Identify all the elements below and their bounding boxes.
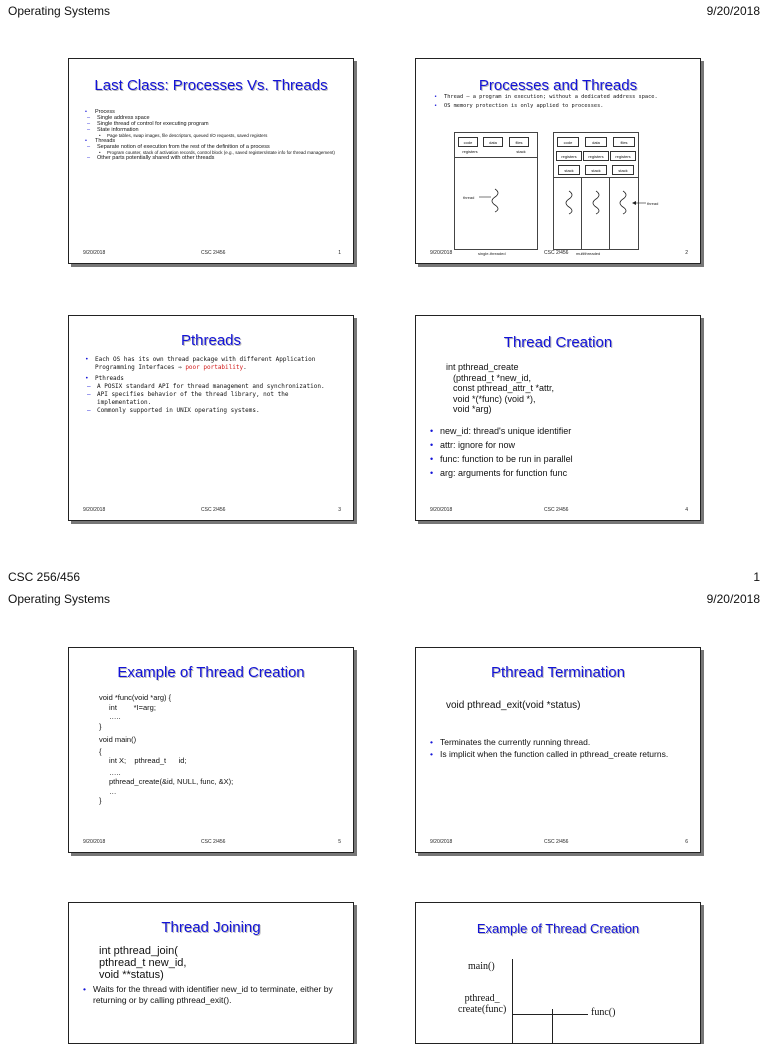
multithreaded-diagram — [553, 132, 639, 250]
code-line: void pthread_exit(void *status) — [446, 700, 581, 711]
bullet-text: Each OS has its own thread package with different Application Programming Interfaces ⇒ — [95, 356, 316, 371]
stack-box: stack — [612, 165, 634, 175]
code-line: pthread_create(&id, NULL, func, &X); — [109, 777, 234, 786]
bullet: • Waits for the thread with identifier new_id to terminate, either by returning or by calling pthread_exit(). — [83, 984, 343, 1005]
slide-number: 2 — [685, 250, 688, 256]
slide-number: 3 — [338, 507, 341, 513]
slide-title: Thread Joining — [161, 919, 261, 936]
registers-label: registers — [458, 147, 482, 155]
data-box: data — [483, 137, 503, 147]
sub-bullet: – Other parts potentially shared with other threads — [85, 155, 345, 161]
stack-label: stack — [511, 147, 531, 155]
bullet-text: . — [243, 364, 247, 371]
slide-footer-course: CSC 2/456 — [544, 507, 569, 513]
slide-footer-course: CSC 2/456 — [201, 839, 226, 845]
page-header-left: Operating Systems — [8, 4, 111, 18]
func-connector — [552, 1014, 588, 1015]
code-line: int X; pthread_t id; — [109, 756, 187, 765]
slide-5 — [68, 647, 354, 853]
slide-number: 6 — [685, 839, 688, 845]
slide-title: Example of Thread Creation — [476, 921, 640, 936]
code-block — [99, 945, 186, 981]
slide-footer-date: 9/20/2018 — [83, 839, 106, 845]
create-label-line: create(func) — [458, 1004, 507, 1015]
code-line: void main() — [99, 735, 137, 744]
page-footer-left: CSC 256/456 — [8, 570, 81, 584]
sub-sub-bullet: • Program counter, stack of activation records, control block (e.g., saved registers/state info for thread management) — [85, 150, 345, 155]
slide-footer-date: 9/20/2018 — [430, 507, 453, 513]
sub-bullet: – State information — [85, 127, 345, 133]
code-line: } — [99, 796, 102, 805]
page-header-right: 9/20/2018 — [706, 4, 760, 18]
registers-box: registers — [583, 151, 609, 161]
slide-6 — [415, 647, 701, 853]
code-line: pthread_t new_id, — [99, 957, 187, 969]
slide-footer-course: CSC 2/456 — [201, 250, 226, 256]
code-line: void *func(void *arg) { — [99, 693, 172, 702]
main-label: main() — [468, 961, 495, 972]
slide-title: Pthread Termination — [491, 664, 625, 681]
code-line: (pthread_t *new_id, — [453, 372, 532, 383]
highlight-text: poor portability — [185, 364, 244, 371]
slide-footer-course: CSC 2/456 — [544, 250, 569, 256]
code-block — [446, 362, 554, 415]
slide-title: Processes and Threads — [478, 77, 638, 94]
code-line: int pthread_join( — [99, 945, 178, 957]
multithreaded-label: multithreaded — [576, 251, 601, 256]
code-line: void **status) — [99, 969, 164, 981]
page-header-left: Operating Systems — [8, 592, 111, 606]
thread-squiggle-icon — [479, 187, 509, 213]
code-block — [99, 693, 233, 806]
slide-footer-date: 9/20/2018 — [83, 250, 106, 256]
slide-2 — [415, 58, 701, 264]
code-box: code — [557, 137, 579, 147]
page-footer-right: 1 — [753, 570, 760, 584]
bullet: • Is implicit when the function called in pthread_create returns. — [430, 748, 680, 760]
bullet: • Terminates the currently running thread. — [430, 736, 680, 748]
files-box: files — [613, 137, 635, 147]
single-threaded-diagram — [454, 132, 538, 250]
bullet — [85, 356, 343, 372]
code-line: void *arg) — [453, 404, 492, 414]
code-box: code — [458, 137, 478, 147]
bullet: • attr: ignore for now — [430, 438, 692, 452]
func-label: func() — [591, 1007, 616, 1018]
code-line: int pthread_create — [446, 362, 519, 372]
slide-7 — [68, 902, 354, 1044]
thread-label: thread — [463, 195, 475, 200]
slide-1 — [68, 58, 354, 264]
registers-box: registers — [610, 151, 636, 161]
bullet-threads: • Threads — [85, 138, 345, 144]
sub-bullet: – A POSIX standard API for thread management and synchronization. — [85, 383, 343, 391]
slide-title: Pthreads — [180, 332, 242, 349]
thread-label: thread — [647, 201, 659, 206]
sub-bullet: – API specifies behavior of the thread library, not the implementation. — [85, 391, 343, 407]
sub-sub-bullet: • Page tables, swap images, file descriptors, queued I/O requests, saved registers — [85, 133, 345, 138]
stack-box: stack — [585, 165, 607, 175]
files-box: files — [509, 137, 529, 147]
bullet: • new_id: thread's unique identifier — [430, 424, 692, 438]
bullet: • Thread – a program in execution; without a dedicated address space. — [434, 94, 674, 101]
slide-title: Example of Thread Creation — [117, 664, 305, 681]
slide-number: 5 — [338, 839, 341, 845]
bullet: • arg: arguments for function func — [430, 466, 692, 480]
slide-title: Last Class: Processes Vs. Threads — [94, 77, 328, 94]
sub-bullet: – Single thread of control for executing program — [85, 121, 345, 127]
code-line: void *(*func) (void *), — [453, 393, 536, 404]
slide-4 — [415, 315, 701, 521]
slide-footer-date: 9/20/2018 — [430, 250, 453, 256]
bullet-process: • Process — [85, 109, 345, 115]
sub-bullet: – Separate notion of execution from the rest of the definition of a process — [85, 144, 345, 150]
bullet: • OS memory protection is only applied to processes. — [434, 103, 674, 110]
slide-footer-date: 9/20/2018 — [83, 507, 106, 513]
slide-number: 4 — [685, 507, 688, 513]
code-line: { — [99, 746, 102, 756]
sub-bullet: – Commonly supported in UNIX operating systems. — [85, 407, 343, 415]
stack-box: stack — [558, 165, 580, 175]
data-box: data — [585, 137, 607, 147]
code-line: ….. — [109, 767, 121, 777]
slide-footer-course: CSC 2/456 — [544, 839, 569, 845]
slide-3 — [68, 315, 354, 521]
bullet: • func: function to be run in parallel — [430, 452, 692, 466]
slide-8 — [415, 902, 701, 1044]
code-line: } — [99, 721, 102, 731]
single-threaded-label: single-threaded — [478, 251, 506, 256]
arrow-left-icon — [632, 200, 646, 206]
registers-box: registers — [556, 151, 582, 161]
code-line: const pthread_attr_t *attr, — [453, 383, 555, 393]
code-line: ….. — [109, 712, 121, 721]
slide-number: 1 — [338, 250, 341, 256]
slide-footer-course: CSC 2/456 — [201, 507, 226, 513]
slide-title: Thread Creation — [503, 334, 613, 351]
slide-footer-date: 9/20/2018 — [430, 839, 453, 845]
create-label — [458, 993, 506, 1015]
main-timeline — [512, 959, 513, 1044]
sub-bullet: – Single address space — [85, 115, 345, 121]
code-line: … — [109, 786, 117, 796]
spawn-line — [512, 1014, 552, 1015]
page-header-right: 9/20/2018 — [706, 592, 760, 606]
thread-squiggle-icon — [589, 189, 603, 215]
bullet-pthreads: • Pthreads — [85, 375, 343, 383]
thread-squiggle-icon — [616, 189, 630, 215]
thread-squiggle-icon — [562, 189, 576, 215]
create-label-line: pthread_ — [464, 993, 500, 1004]
code-line: int *I=arg; — [109, 702, 156, 712]
